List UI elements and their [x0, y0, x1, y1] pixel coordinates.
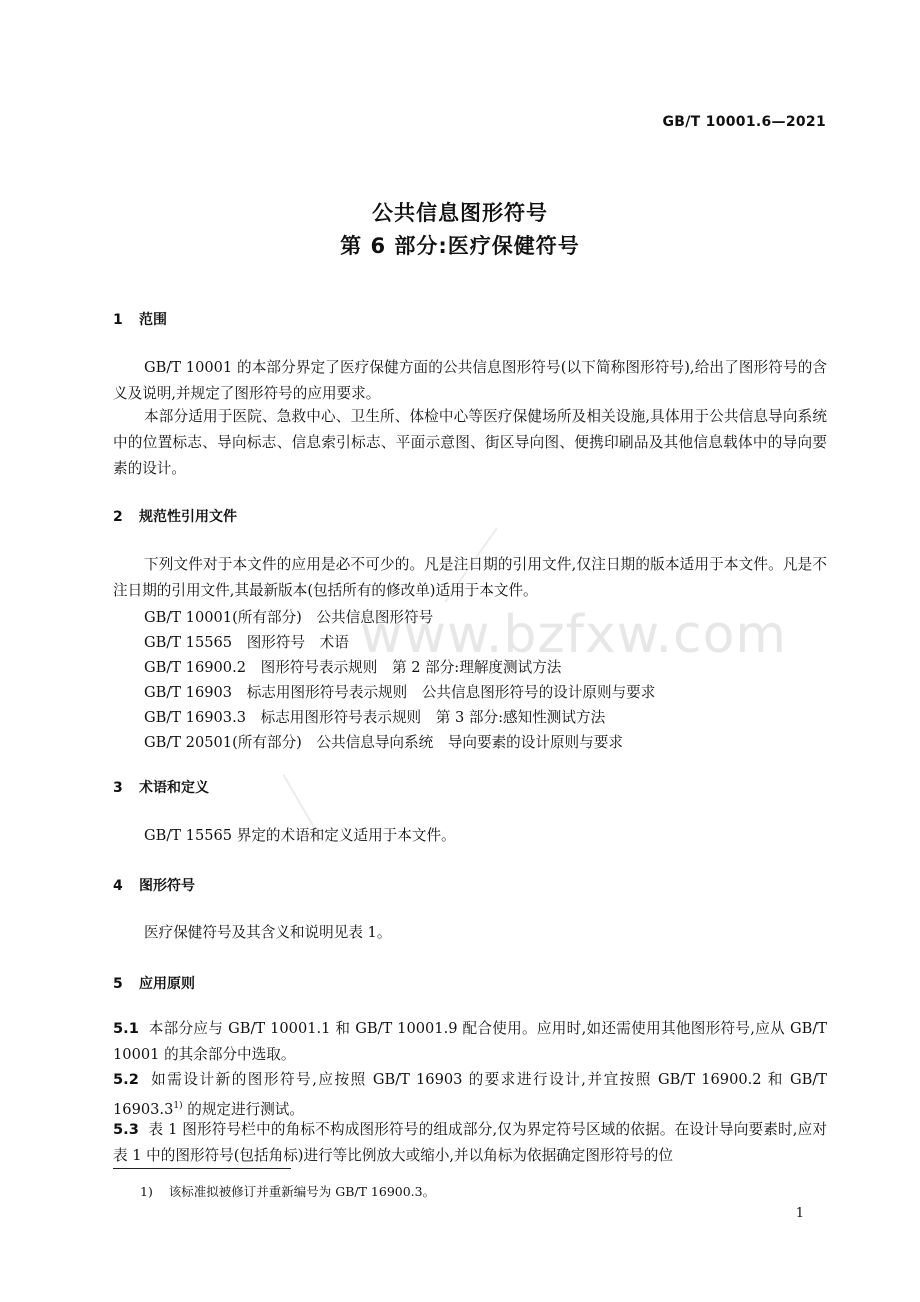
paragraph: 医疗保健符号及其含义和说明见表 1。 — [144, 924, 392, 941]
section-number: 5 — [113, 976, 123, 992]
section-number: 4 — [113, 878, 123, 894]
clause — [113, 1016, 827, 1068]
section-title: 应用原则 — [139, 976, 195, 992]
watermark: www.bzfxw.com — [360, 605, 788, 665]
clause-number: 5.1 — [113, 1020, 139, 1037]
clause-text: 如需设计新的图形符号,应按照 GB/T 16903 的要求进行设计,并宜按照 GB/T 16900.2 和 GB/T 16903.3 — [113, 1071, 827, 1118]
footnote-ref[interactable]: 1) — [173, 1101, 183, 1111]
reference-item: GB/T 10001(所有部分) 公共信息图形符号 — [144, 609, 434, 626]
clause-number: 5.3 — [113, 1121, 139, 1138]
clause-number: 5.2 — [113, 1071, 139, 1088]
clause — [113, 1067, 827, 1123]
standard-code: GB/T 10001.6—2021 — [662, 114, 826, 130]
section-title: 范围 — [139, 312, 167, 328]
section-heading — [113, 973, 195, 993]
reference-item: GB/T 16903 标志用图形符号表示规则 公共信息图形符号的设计原则与要求 — [144, 684, 656, 701]
clause — [113, 1117, 827, 1169]
section-heading — [113, 777, 209, 797]
paragraph: 本部分适用于医院、急救中心、卫生所、体检中心等医疗保健场所及相关设施,具体用于公共信息导向系统中的位置标志、导向标志、信息索引标志、平面示意图、街区导向图、便携印刷品及其他信息载体中的导向要素的设计。 — [113, 408, 827, 477]
section-title: 规范性引用文件 — [139, 509, 237, 525]
reference-item: GB/T 20501(所有部分) 公共信息导向系统 导向要素的设计原则与要求 — [144, 734, 623, 751]
section-title: 术语和定义 — [139, 780, 209, 796]
paragraph: GB/T 10001 的本部分界定了医疗保健方面的公共信息图形符号(以下简称图形符号),给出了图形符号的含义及说明,并规定了图形符号的应用要求。 — [113, 359, 827, 402]
footnote — [140, 1182, 435, 1200]
footnote-text: 该标准拟被修订并重新编号为 GB/T 16900.3。 — [168, 1184, 436, 1199]
document-title: 公共信息图形符号 — [372, 201, 548, 225]
reference-item: GB/T 15565 图形符号 术语 — [144, 634, 349, 651]
section-number: 1 — [113, 312, 123, 328]
reference-item: GB/T 16900.2 图形符号表示规则 第 2 部分:理解度测试方法 — [144, 659, 562, 676]
section-number: 3 — [113, 780, 123, 796]
paragraph: GB/T 15565 界定的术语和定义适用于本文件。 — [144, 827, 456, 844]
clause-text: 表 1 图形符号栏中的角标不构成图形符号的组成部分,仅为界定符号区域的依据。在设计导向要素时,应对表 1 中的图形符号(包括角标)进行等比例放大或缩小,并以角标为依据确定图形符号的位 — [113, 1121, 827, 1164]
footnote-rule — [113, 1168, 291, 1169]
section-heading — [113, 309, 167, 329]
clause-text: 的规定进行测试。 — [182, 1100, 304, 1118]
section-number: 2 — [113, 509, 123, 525]
document-subtitle: 第 6 部分:医疗保健符号 — [340, 234, 580, 258]
clause-text: 本部分应与 GB/T 10001.1 和 GB/T 10001.9 配合使用。应用时,如还需使用其他图形符号,应从 GB/T 10001 的其余部分中选取。 — [113, 1020, 827, 1063]
reference-item: GB/T 16903.3 标志用图形符号表示规则 第 3 部分:感知性测试方法 — [144, 709, 606, 726]
section-title: 图形符号 — [139, 878, 195, 894]
section-heading — [113, 875, 195, 895]
paragraph: 下列文件对于本文件的应用是必不可少的。凡是注日期的引用文件,仅注日期的版本适用于本文件。凡是不注日期的引用文件,其最新版本(包括所有的修改单)适用于本文件。 — [113, 556, 827, 599]
page-number: 1 — [795, 1206, 804, 1221]
section-heading — [113, 506, 237, 526]
footnote-mark: 1) — [140, 1184, 153, 1199]
